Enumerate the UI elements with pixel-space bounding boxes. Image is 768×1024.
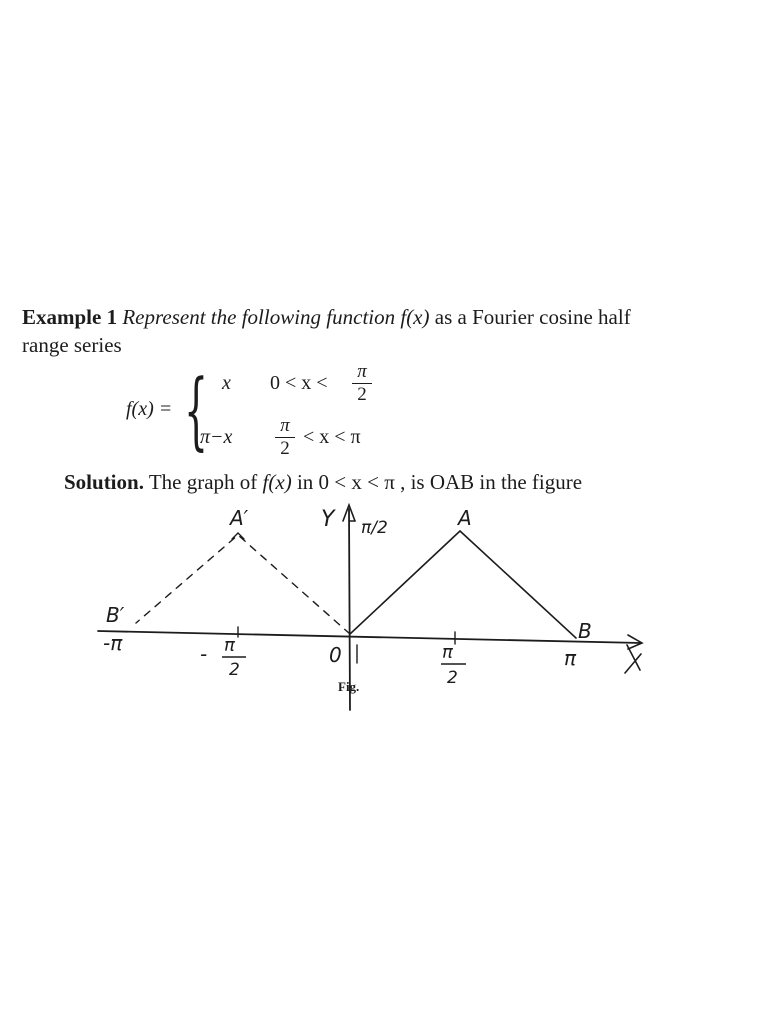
case2-expression: π−x: [200, 426, 233, 448]
solution-line: [64, 470, 768, 494]
label-neg-pi: -π: [103, 631, 123, 655]
solution-text-1: The graph of: [148, 470, 263, 494]
case2-condition-text: < x < π: [303, 426, 361, 448]
case1-condition-left: [270, 372, 328, 395]
case1-frac-denominator: 2: [357, 384, 367, 405]
label-origin: 0: [329, 643, 342, 667]
figure-caption: Fig.: [338, 679, 360, 694]
graph-reflection-dashed: [136, 535, 350, 634]
case2-condition-right: [303, 426, 361, 449]
label-neg-half-numerator: π: [224, 635, 235, 656]
case1-frac-numerator: π: [357, 361, 367, 382]
solution-label: Solution.: [64, 470, 144, 494]
label-minus-sign: -: [200, 642, 208, 666]
label-a-prime: A′: [230, 506, 249, 530]
label-half-numerator: π: [442, 642, 453, 663]
label-b-prime: B′: [106, 603, 125, 627]
case1-expression: x: [222, 372, 231, 394]
label-y: Y: [321, 507, 335, 532]
case1-fraction: [352, 362, 372, 405]
example-function-name: f(x): [400, 305, 430, 329]
example-label: Example 1: [22, 305, 118, 329]
example-task-rest: as a Fourier cosine half: [434, 305, 631, 329]
example-statement-line2: range series: [22, 333, 122, 357]
label-pi: π: [564, 646, 577, 670]
example-task-italic: Represent the following function: [122, 305, 401, 329]
figure-graph: [0, 495, 768, 715]
function-lhs: f(x) =: [126, 398, 173, 420]
label-b: B: [578, 619, 592, 643]
label-pi-over-2-top: π/2: [361, 518, 388, 538]
case2-frac-numerator: π: [280, 415, 290, 436]
solution-function: f(x): [262, 470, 292, 494]
case1-condition-text: 0 < x <: [270, 372, 328, 394]
label-a: A: [458, 506, 472, 530]
graph-OAB: [350, 531, 576, 638]
figure: [0, 495, 768, 715]
x-axis: [98, 631, 640, 643]
case2-fraction: [275, 416, 295, 459]
solution-text-2: in 0 < x < π , is OAB in the figure: [296, 470, 583, 494]
label-half-denominator: 2: [447, 668, 458, 688]
blank-region-bottom: [0, 730, 768, 1024]
example-statement: [22, 305, 752, 329]
a-prime-caret-icon: [232, 533, 244, 539]
blank-region-top: [0, 0, 768, 290]
curly-brace-icon: {: [184, 361, 209, 459]
case2-frac-denominator: 2: [280, 438, 290, 459]
label-neg-half-denominator: 2: [229, 660, 240, 680]
